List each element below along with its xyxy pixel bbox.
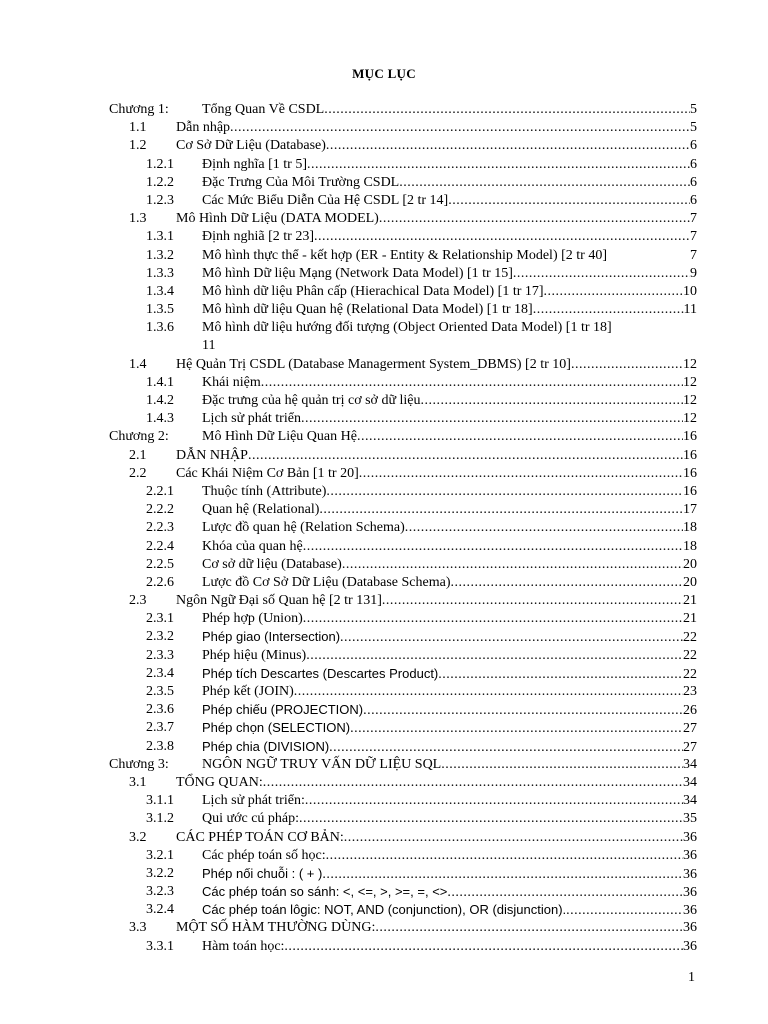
toc-entry[interactable] xyxy=(0,319,768,337)
toc-entry-label: Mô hình dữ liệu hướng đối tượng (Object Oriented Data Model) [1 tr 18] xyxy=(202,320,612,336)
toc-entry-label: Phép chọn (SELECTION) xyxy=(202,720,351,736)
toc-leader-dots xyxy=(359,465,683,483)
toc-entry-number: 3.2.3 xyxy=(146,884,174,900)
toc-entry-number: 1.2.2 xyxy=(146,174,174,190)
toc-entry-number: 1.3.1 xyxy=(146,229,174,245)
toc-entry-label: Các phép toán lôgic: NOT, AND (conjunction), OR (disjunction). xyxy=(202,902,567,918)
toc-entry-label: Định nghĩa [1 tr 5] xyxy=(202,156,307,172)
toc-entry-number: Chương 2: xyxy=(109,429,169,445)
toc-entry-page: 16 xyxy=(683,429,697,445)
toc-entry-number: Chương 1: xyxy=(109,102,169,117)
toc-entry-number: 3.3.1 xyxy=(146,938,174,954)
toc-entry-page: 11 xyxy=(202,338,216,354)
toc-entry-label: Phép giao (Intersection) xyxy=(202,629,341,645)
toc-leader-dots xyxy=(230,119,690,137)
toc-entry[interactable] xyxy=(0,901,768,919)
toc-entry-page: 34 xyxy=(683,774,697,790)
toc-entry-page: 36 xyxy=(683,829,697,845)
toc-entry[interactable] xyxy=(0,247,768,265)
toc-entry-label: Quan hệ (Relational) xyxy=(202,502,320,518)
toc-entry-number: 3.2.1 xyxy=(146,847,174,863)
toc-entry[interactable] xyxy=(0,538,768,556)
toc-entry-page: 12 xyxy=(683,374,697,390)
toc-entry-number: 2.3.4 xyxy=(146,665,174,681)
toc-entry-label: Dẫn nhập xyxy=(176,120,231,136)
toc-entry-number: 1.3.5 xyxy=(146,302,174,318)
toc-leader-dots xyxy=(303,610,683,628)
toc-entry-number: 2.3.8 xyxy=(146,738,174,754)
toc-entry-page: 16 xyxy=(683,447,697,463)
toc-entry[interactable] xyxy=(0,556,768,574)
toc-entry-number: 2.2.2 xyxy=(146,502,174,518)
toc-entry-number: 3.2.4 xyxy=(146,902,174,918)
toc-entry-label: Hệ Quản Trị CSDL (Database Managerment System_DBMS) [2 tr 10] xyxy=(176,356,571,372)
toc-entry-label: Mô hình thực thể - kết hợp (ER - Entity & Relationship Model) [2 tr 40] xyxy=(202,247,607,263)
toc-entry[interactable] xyxy=(0,756,768,774)
toc-entry-page: 36 xyxy=(683,847,697,863)
toc-entry-page: 11 xyxy=(683,302,697,318)
toc-entry[interactable] xyxy=(0,774,768,792)
toc-entry-number: 1.1 xyxy=(129,120,147,136)
toc-entry-number: 1.2 xyxy=(129,138,147,154)
toc-entry-label: Lịch sử phát triển xyxy=(202,411,301,427)
toc-entry[interactable] xyxy=(0,137,768,155)
toc-entry[interactable] xyxy=(0,810,768,828)
toc-entry-number: 2.3.7 xyxy=(146,720,174,736)
toc-entry-number: 3.1 xyxy=(129,774,147,790)
toc-entry[interactable] xyxy=(0,519,768,537)
toc-entry-number: Chương 3: xyxy=(109,756,169,772)
toc-entry[interactable] xyxy=(0,647,768,665)
toc-leader-dots xyxy=(301,410,683,428)
toc-entry-label: Các phép toán số học: xyxy=(202,847,326,863)
toc-entry-number: 1.4 xyxy=(129,356,147,372)
toc-entry-label: Phép hợp (Union) xyxy=(202,611,303,627)
toc-entry-page: 36 xyxy=(683,903,697,919)
toc-entry[interactable] xyxy=(0,356,768,374)
toc-entry[interactable] xyxy=(0,156,768,174)
toc-entry-page: 12 xyxy=(683,356,697,372)
toc-entry-label: Mô Hình Dữ Liệu (DATA MODEL) xyxy=(176,211,379,227)
toc-entry-page: 6 xyxy=(690,138,697,154)
toc-entry-label: Mô Hình Dữ Liệu Quan Hệ xyxy=(202,429,357,445)
toc-leader-dots xyxy=(314,228,690,246)
toc-leader-dots xyxy=(261,374,683,392)
toc-leader-dots xyxy=(421,392,683,410)
toc-leader-dots xyxy=(438,666,683,684)
toc-entry-label: Tổng Quan Về CSDL xyxy=(202,102,325,117)
toc-entry-page: 7 xyxy=(690,247,697,263)
toc-entry[interactable] xyxy=(0,919,768,937)
toc-entry-label: Cơ Sở Dữ Liệu (Database) xyxy=(176,138,326,154)
toc-entry-page: 12 xyxy=(683,411,697,427)
toc-entry[interactable] xyxy=(0,665,768,683)
toc-entry-label: Mô hình dữ liệu Phân cấp (Hierachical Data Model) [1 tr 17] xyxy=(202,283,544,299)
toc-entry-label: Cơ sở dữ liệu (Database) xyxy=(202,556,342,572)
toc-entry-page: 34 xyxy=(683,756,697,772)
toc-entry-number: 3.1.2 xyxy=(146,811,174,827)
page-number: 1 xyxy=(688,970,695,985)
toc-entry[interactable] xyxy=(0,283,768,301)
toc-leader-dots xyxy=(451,574,684,592)
toc-entry-page: 12 xyxy=(683,393,697,408)
toc-leader-dots xyxy=(303,538,683,556)
toc-leader-dots xyxy=(306,647,683,665)
toc-leader-dots xyxy=(326,483,683,501)
toc-entry[interactable] xyxy=(0,738,768,756)
toc-leader-dots xyxy=(294,683,683,701)
toc-entry[interactable] xyxy=(0,374,768,392)
toc-entry-label: Khái niệm xyxy=(202,374,261,390)
toc-entry-label: Mô hình dữ liệu Quan hệ (Relational Data Model) [1 tr 18] xyxy=(202,302,533,318)
toc-entry-page: 22 xyxy=(683,630,697,646)
toc-entry-number: 2.3.3 xyxy=(146,647,174,663)
toc-leader-dots xyxy=(379,210,690,228)
toc-entry-label: Thuộc tính (Attribute) xyxy=(202,483,327,499)
toc-leader-dots xyxy=(363,702,683,720)
toc-entry[interactable] xyxy=(0,683,768,701)
toc-entry-page: 22 xyxy=(683,647,697,663)
toc-entry-number: 2.3.1 xyxy=(146,611,174,627)
toc-entry-label: Hàm toán học: xyxy=(202,938,285,954)
toc-entry-number: 1.4.2 xyxy=(146,393,174,408)
toc-entry[interactable] xyxy=(0,610,768,628)
toc-entry[interactable] xyxy=(0,428,768,446)
toc-entry-label: NGÔN NGỮ TRUY VẤN DỮ LIỆU SQL xyxy=(202,756,442,772)
toc-entry-page: 18 xyxy=(683,520,697,536)
toc-entry-page: 35 xyxy=(683,811,697,827)
toc-entry-number: 2.3.2 xyxy=(146,629,174,645)
toc-entry[interactable] xyxy=(0,447,768,465)
toc-entry-page: 36 xyxy=(683,938,697,954)
toc-entry-number: 2.3 xyxy=(129,593,147,609)
toc-entry-label: Phép hiệu (Minus) xyxy=(202,647,307,663)
toc-entry-number: 2.2 xyxy=(129,465,147,481)
toc-leader-dots xyxy=(342,556,683,574)
toc-entry[interactable] xyxy=(0,228,768,246)
toc-entry-page: 23 xyxy=(683,684,697,699)
toc-entry[interactable] xyxy=(0,265,768,283)
toc-entry-page: 7 xyxy=(690,229,697,245)
toc-entry-number: 2.3.5 xyxy=(146,684,174,699)
toc-entry[interactable] xyxy=(0,210,768,228)
toc-leader-dots xyxy=(441,756,683,774)
toc-entry-number: 3.2.2 xyxy=(146,865,174,881)
toc-entry[interactable] xyxy=(0,847,768,865)
toc-entry-label: Lịch sử phát triển: xyxy=(202,793,305,809)
toc-leader-dots xyxy=(350,720,683,738)
toc-leader-dots xyxy=(447,884,683,902)
toc-leader-dots xyxy=(571,356,683,374)
toc-entry[interactable] xyxy=(0,592,768,610)
toc-entry-label: TỔNG QUAN: xyxy=(176,774,263,790)
toc-entry-label: MỘT SỐ HÀM THƯỜNG DÙNG: xyxy=(176,920,376,936)
toc-leader-dots xyxy=(544,283,683,301)
toc-entry-page: 22 xyxy=(683,666,697,682)
toc-entry-page: 26 xyxy=(683,703,697,719)
toc-entry-label: Các Khái Niệm Cơ Bản [1 tr 20] xyxy=(176,465,359,481)
toc-leader-dots xyxy=(322,866,683,884)
toc-leader-dots xyxy=(284,938,683,956)
toc-entry-page: 6 xyxy=(690,156,697,172)
toc-entry-number: 3.2 xyxy=(129,829,147,845)
toc-title: MỤC LỤC xyxy=(352,66,416,81)
toc-entry-label: DẪN NHẬP xyxy=(176,447,248,463)
toc-entry-page: 17 xyxy=(683,502,697,518)
toc-entry-page: 21 xyxy=(683,593,697,609)
toc-entry-page: 36 xyxy=(683,866,697,882)
toc-entry[interactable] xyxy=(0,938,768,956)
toc-leader-dots xyxy=(248,447,683,465)
toc-leader-dots xyxy=(566,902,683,920)
toc-entry-page: 10 xyxy=(683,283,697,299)
toc-entry-label: Phép tích Descartes (Descartes Product) xyxy=(202,665,439,681)
toc-entry-label: Đặc Trưng Của Môi Trường CSDL xyxy=(202,174,400,190)
toc-entry-page: 36 xyxy=(683,885,697,901)
toc-leader-dots xyxy=(329,739,683,757)
toc-entry[interactable] xyxy=(0,719,768,737)
toc-entry[interactable] xyxy=(0,865,768,883)
toc-entry[interactable] xyxy=(0,192,768,210)
toc-entry-page: 34 xyxy=(683,793,697,809)
toc-leader-dots xyxy=(382,592,683,610)
toc-entry-page: 20 xyxy=(683,556,697,572)
toc-entry[interactable] xyxy=(0,574,768,592)
toc-entry-label: CÁC PHÉP TOÁN CƠ BẢN: xyxy=(176,829,344,845)
toc-entry-label: Khóa của quan hệ xyxy=(202,538,303,554)
toc-leader-dots xyxy=(326,847,683,865)
toc-entry[interactable] xyxy=(0,829,768,847)
toc-entry[interactable] xyxy=(0,301,768,319)
toc-entry-number: 1.2.1 xyxy=(146,156,174,172)
toc-entry-number: 2.2.5 xyxy=(146,556,174,572)
toc-leader-dots xyxy=(326,137,690,155)
toc-entry[interactable] xyxy=(0,501,768,519)
toc-entry-number: 1.3 xyxy=(129,211,147,227)
toc-entry-number: 3.1.1 xyxy=(146,793,174,809)
toc-leader-dots xyxy=(513,265,690,283)
toc-entry-page: 5 xyxy=(690,120,697,136)
toc-leader-dots xyxy=(448,192,690,210)
toc-leader-dots xyxy=(307,156,690,174)
toc-entry-label: Phép chiếu (PROJECTION) xyxy=(202,702,364,718)
toc-entry-page: 6 xyxy=(690,174,697,190)
toc-entry[interactable] xyxy=(0,410,768,428)
toc-entry[interactable] xyxy=(0,465,768,483)
toc-entry[interactable] xyxy=(0,792,768,810)
toc-entry-number: 2.2.1 xyxy=(146,483,174,499)
toc-leader-dots xyxy=(299,810,683,828)
toc-entry-label: Các Mức Biểu Diễn Của Hệ CSDL [2 tr 14] xyxy=(202,192,449,208)
toc-entry-number: 1.3.6 xyxy=(146,320,174,336)
toc-entry-label: Qui ước cú pháp: xyxy=(202,811,300,827)
toc-leader-dots xyxy=(375,919,683,937)
toc-leader-dots xyxy=(533,301,684,319)
toc-entry[interactable] xyxy=(0,483,768,501)
toc-entry-page: 16 xyxy=(683,465,697,481)
toc-entry-page: 9 xyxy=(690,265,697,281)
toc-entry-number: 2.1 xyxy=(129,447,147,463)
toc-entry-label: Lược đồ quan hệ (Relation Schema) xyxy=(202,520,405,536)
table-of-contents xyxy=(0,101,768,956)
toc-entry-page: 36 xyxy=(683,920,697,936)
toc-entry-number: 3.3 xyxy=(129,920,147,936)
toc-entry-label: Mô hình Dữ liệu Mạng (Network Data Model) [1 tr 15] xyxy=(202,265,513,281)
toc-entry-label: Phép nối chuỗi : ( + ) xyxy=(202,865,323,881)
toc-entry[interactable] xyxy=(0,392,768,410)
toc-entry-page: 20 xyxy=(683,574,697,590)
toc-entry-page: 27 xyxy=(683,721,697,737)
toc-entry-page: 5 xyxy=(690,102,697,117)
toc-entry-label: Lược đồ Cơ Sở Dữ Liệu (Database Schema) xyxy=(202,574,451,590)
toc-entry-number: 2.2.3 xyxy=(146,520,174,536)
toc-entry-number: 1.2.3 xyxy=(146,192,174,208)
toc-leader-dots xyxy=(324,101,690,119)
toc-entry-number: 1.4.3 xyxy=(146,411,174,427)
toc-entry[interactable] xyxy=(0,119,768,137)
toc-leader-dots xyxy=(344,829,683,847)
toc-entry-number: 1.3.3 xyxy=(146,265,174,281)
toc-leader-dots xyxy=(405,519,683,537)
toc-entry-page: 27 xyxy=(683,739,697,755)
toc-entry-label: Định nghiã [2 tr 23] xyxy=(202,229,314,245)
toc-entry-page: 18 xyxy=(683,538,697,554)
toc-entry-page: 6 xyxy=(690,192,697,208)
toc-entry-number: 2.2.6 xyxy=(146,574,174,590)
toc-leader-dots xyxy=(399,174,690,192)
toc-entry-label: Các phép toán so sánh: <, <=, >, >=, =, <> xyxy=(202,884,448,900)
toc-entry-label: Phép kết (JOIN) xyxy=(202,684,294,699)
toc-entry-number: 1.3.4 xyxy=(146,283,174,299)
toc-entry-label: Phép chia (DIVISION) xyxy=(202,738,330,754)
toc-entry-page: 7 xyxy=(690,211,697,227)
toc-leader-dots xyxy=(263,774,683,792)
toc-entry[interactable] xyxy=(0,883,768,901)
toc-entry-number: 2.2.4 xyxy=(146,538,174,554)
toc-entry-page: 21 xyxy=(683,611,697,627)
toc-entry-number: 1.4.1 xyxy=(146,374,174,390)
toc-entry[interactable] xyxy=(0,174,768,192)
toc-entry[interactable] xyxy=(0,701,768,719)
toc-entry-label: Đặc trưng của hệ quản trị cơ sở dữ liệu xyxy=(202,393,421,408)
toc-leader-dots xyxy=(340,629,683,647)
toc-entry-number: 2.3.6 xyxy=(146,702,174,718)
toc-leader-dots xyxy=(319,501,683,519)
toc-entry[interactable] xyxy=(0,101,768,119)
toc-entry-label: Ngôn Ngữ Đại số Quan hệ [2 tr 131] xyxy=(176,593,382,609)
toc-leader-dots xyxy=(357,428,683,446)
toc-entry[interactable] xyxy=(0,628,768,646)
toc-entry-number: 1.3.2 xyxy=(146,247,174,263)
toc-leader-dots xyxy=(305,792,683,810)
toc-entry-page: 16 xyxy=(683,483,697,499)
